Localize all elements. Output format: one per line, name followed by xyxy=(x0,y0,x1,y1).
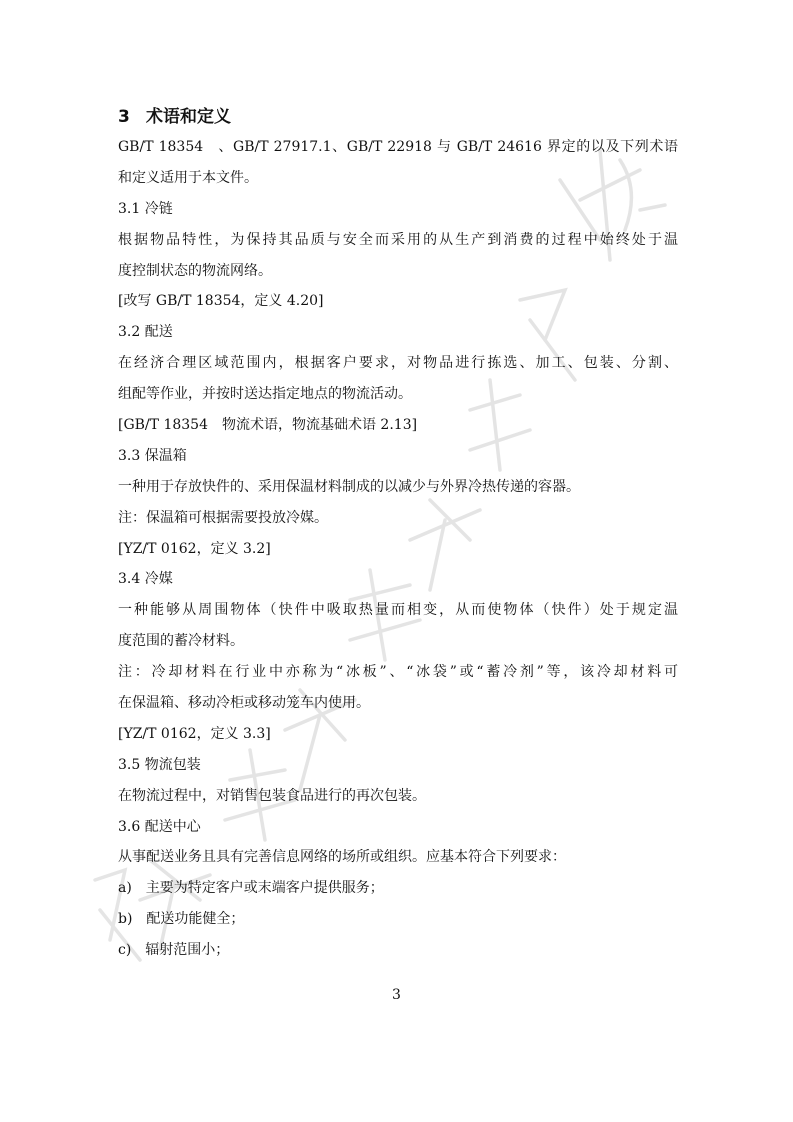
text-line: [GB/T 18354 物流术语，物流基础术语 2.13] xyxy=(118,417,418,434)
text-line: c) 辐射范围小； xyxy=(118,942,230,959)
text-line: GB/T 18354 、GB/T 27917.1、GB/T 22918 与 GB/T 24616 界定的以及下列术语 xyxy=(118,139,678,155)
text-line: 注：冷却材料在行业中亦称为“冰板”、“冰袋”或“蓄冷剂”等，该冷却材料可 xyxy=(118,664,678,681)
text-line: 度控制状态的物流网络。 xyxy=(118,262,272,279)
text-line: 注：保温箱可根据需要投放冷媒。 xyxy=(118,509,328,526)
text-line: 从事配送业务且具有完善信息网络的场所或组织。应基本符合下列要求： xyxy=(118,849,566,866)
text-line: 在保温箱、移动冷柜或移动笼车内使用。 xyxy=(118,695,370,712)
text-line: 和定义适用于本文件。 xyxy=(118,169,258,186)
text-line: 3.1 冷链 xyxy=(118,200,173,217)
section-heading xyxy=(118,102,678,132)
text-line: 3.2 配送 xyxy=(118,324,173,341)
text-line: 3.3 保温箱 xyxy=(118,447,187,464)
text-line: a) 主要为特定客户或末端客户提供服务； xyxy=(118,880,384,897)
text-line: 组配等作业，并按时送达指定地点的物流活动。 xyxy=(118,386,412,403)
text-line: [YZ/T 0162，定义 3.2] xyxy=(118,540,271,557)
text-line: 根据物品特性，为保持其品质与安全而采用的从生产到消费的过程中始终处于温 xyxy=(118,231,678,248)
text-line: 在经济合理区域范围内，根据客户要求，对物品进行拣选、加工、包装、分割、 xyxy=(118,355,678,372)
text-lines xyxy=(118,132,678,966)
text-line: 一种能够从周围物体（快件中吸取热量而相变，从而使物体（快件）处于规定温 xyxy=(118,602,678,619)
section-number: 3 xyxy=(118,107,130,127)
text-line: 度范围的蓄冷材料。 xyxy=(118,633,244,650)
text-line: 3.4 冷媒 xyxy=(118,571,173,588)
text-line: 3.6 配送中心 xyxy=(118,818,201,835)
text-line: 一种用于存放快件的、采用保温材料制成的以减少与外界冷热传递的容器。 xyxy=(118,478,580,495)
text-line: [YZ/T 0162，定义 3.3] xyxy=(118,725,271,742)
section-title: 术语和定义 xyxy=(146,107,231,127)
text-line: [改写 GB/T 18354，定义 4.20] xyxy=(118,293,324,310)
text-line: b) 配送功能健全； xyxy=(118,911,245,928)
page-number: 3 xyxy=(392,987,401,1003)
document-body xyxy=(118,102,678,966)
text-line: 在物流过程中，对销售包装食品进行的再次包装。 xyxy=(118,787,426,804)
text-line: 3.5 物流包装 xyxy=(118,756,201,773)
